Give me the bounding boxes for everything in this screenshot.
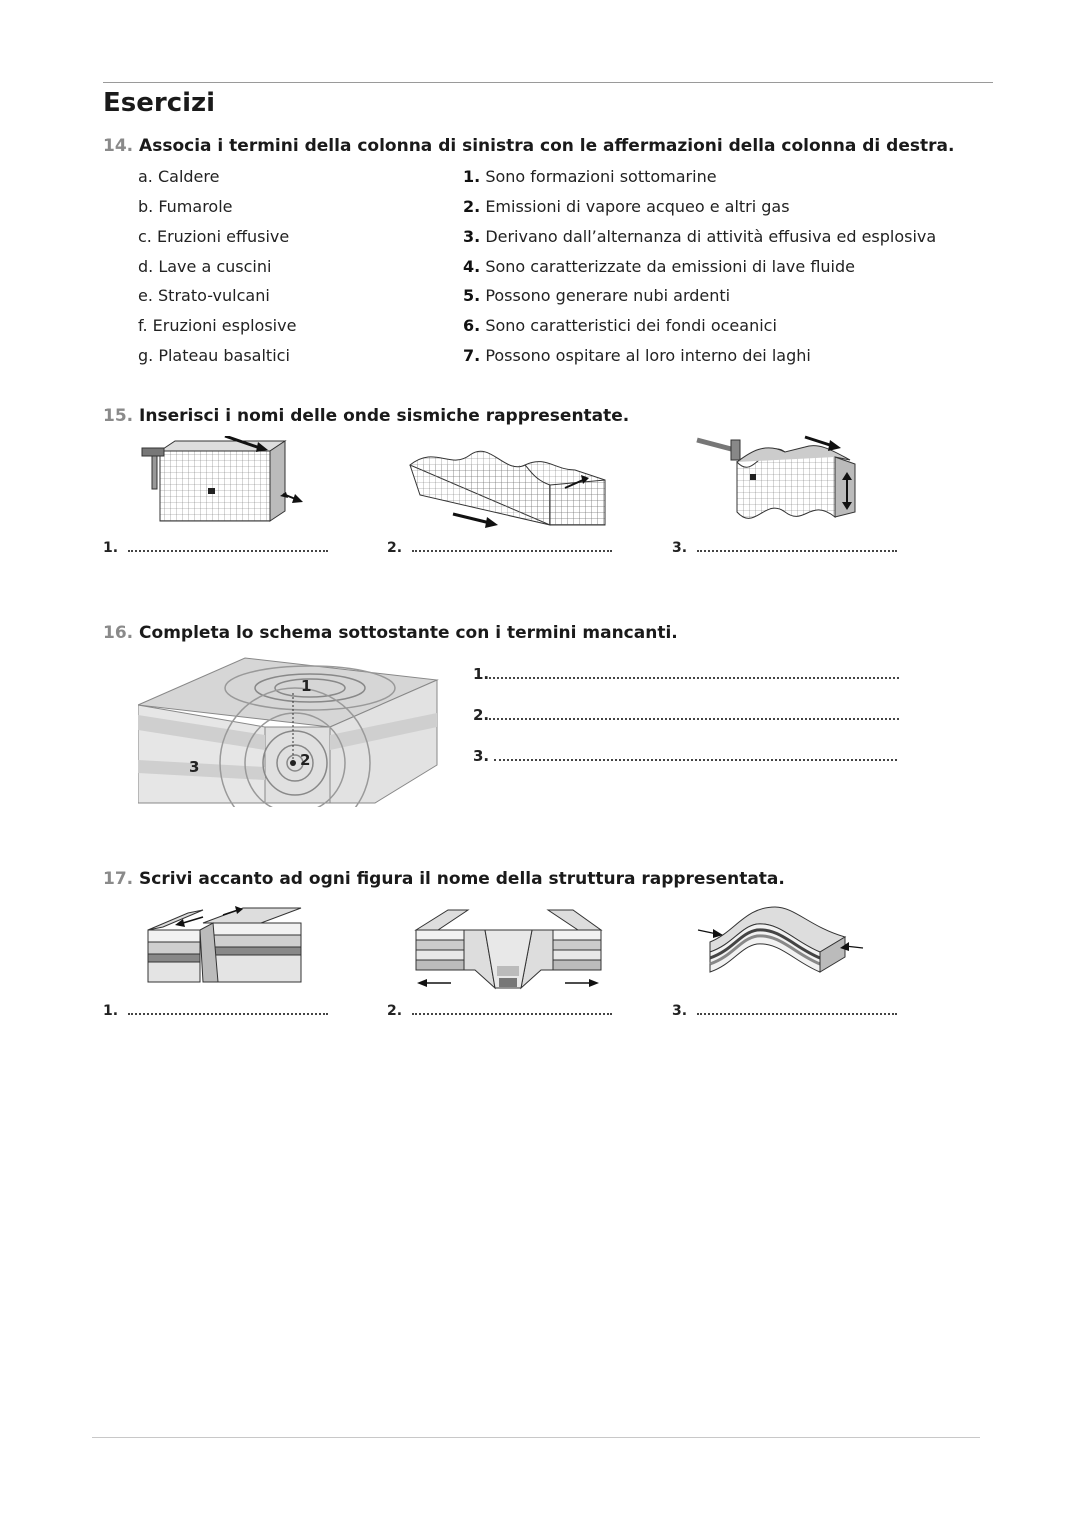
- surface-wave-figure: [405, 440, 615, 532]
- q16-answer-2[interactable]: [473, 706, 899, 724]
- blank-line: [697, 540, 897, 552]
- question-15-text: Inserisci i nomi delle onde sismiche rappresentate.: [139, 406, 630, 426]
- q15-blank-2[interactable]: [387, 540, 612, 556]
- blank-line: [128, 1003, 328, 1015]
- right-item-1: [463, 167, 717, 186]
- right-item-number: 6.: [463, 316, 481, 335]
- question-17-text: Scrivi accanto ad ogni figura il nome della struttura rappresentata.: [139, 869, 785, 889]
- question-16: [103, 623, 678, 643]
- left-item-b: b. Fumarole: [138, 197, 233, 216]
- fold-figure: [695, 902, 867, 987]
- question-15: [103, 406, 629, 426]
- figure-label-1: 1: [301, 677, 312, 695]
- fault-figure: [143, 905, 303, 987]
- question-14-number: 14.: [103, 136, 134, 156]
- q15-blank-1[interactable]: [103, 540, 328, 556]
- blank-number: 3.: [672, 540, 688, 556]
- blank-line: [128, 540, 328, 552]
- blank-line: [412, 540, 612, 552]
- left-item-f: f. Eruzioni esplosive: [138, 316, 297, 335]
- q17-blank-1[interactable]: [103, 1003, 328, 1019]
- answer-line: [489, 708, 899, 720]
- q16-answer-3[interactable]: [473, 747, 897, 765]
- right-item-text: Derivano dall’alternanza di attività effusiva ed esplosiva: [485, 227, 937, 246]
- right-item-text: Sono caratteristici dei fondi oceanici: [485, 316, 777, 335]
- question-15-number: 15.: [103, 406, 134, 426]
- left-item-g: g. Plateau basaltici: [138, 346, 290, 365]
- figure-label-3: 3: [189, 758, 200, 776]
- top-rule: [103, 82, 993, 83]
- right-item-text: Sono formazioni sottomarine: [485, 167, 717, 186]
- right-item-4: [463, 257, 855, 276]
- question-16-text: Completa lo schema sottostante con i termini mancanti.: [139, 623, 678, 643]
- blank-line: [412, 1003, 612, 1015]
- right-item-number: 7.: [463, 346, 481, 365]
- right-item-text: Emissioni di vapore acqueo e altri gas: [485, 197, 790, 216]
- blank-number: 1.: [103, 540, 119, 556]
- question-17-number: 17.: [103, 869, 134, 889]
- p-wave-figure: [140, 436, 315, 531]
- right-item-number: 2.: [463, 197, 481, 216]
- right-item-number: 3.: [463, 227, 481, 246]
- answer-number: 3.: [473, 747, 490, 765]
- answer-line: [489, 667, 899, 679]
- blank-number: 1.: [103, 1003, 119, 1019]
- question-16-number: 16.: [103, 623, 134, 643]
- figure-label-2: 2: [300, 751, 311, 769]
- right-item-7: [463, 346, 811, 365]
- q17-blank-2[interactable]: [387, 1003, 612, 1019]
- blank-number: 2.: [387, 1003, 403, 1019]
- left-item-c: c. Eruzioni effusive: [138, 227, 290, 246]
- s-wave-figure: [695, 432, 870, 532]
- question-14: [103, 136, 954, 156]
- answer-number: 1.: [473, 665, 490, 683]
- q17-blank-3[interactable]: [672, 1003, 897, 1019]
- right-item-5: [463, 286, 730, 305]
- left-item-e: e. Strato-vulcani: [138, 286, 270, 305]
- question-17: [103, 869, 785, 889]
- bottom-rule: [92, 1437, 980, 1438]
- graben-figure: [413, 908, 605, 990]
- right-item-2: [463, 197, 790, 216]
- left-item-a: a. Caldere: [138, 167, 220, 186]
- right-item-6: [463, 316, 777, 335]
- right-item-number: 4.: [463, 257, 481, 276]
- blank-number: 2.: [387, 540, 403, 556]
- right-item-text: Possono generare nubi ardenti: [485, 286, 731, 305]
- q15-blank-3[interactable]: [672, 540, 897, 556]
- right-item-text: Sono caratterizzate da emissioni di lave fluide: [485, 257, 855, 276]
- page-title: Esercizi: [103, 88, 216, 118]
- blank-line: [697, 1003, 897, 1015]
- q16-answer-1[interactable]: [473, 665, 899, 683]
- right-item-number: 5.: [463, 286, 481, 305]
- right-item-text: Possono ospitare al loro interno dei laghi: [485, 346, 811, 365]
- right-item-number: 1.: [463, 167, 481, 186]
- answer-line: [494, 749, 897, 761]
- left-item-d: d. Lave a cuscini: [138, 257, 272, 276]
- right-item-3: [463, 227, 936, 246]
- answer-number: 2.: [473, 706, 490, 724]
- earthquake-block-figure: [135, 655, 440, 807]
- question-14-text: Associa i termini della colonna di sinistra con le affermazioni della colonna di destra.: [139, 136, 955, 156]
- blank-number: 3.: [672, 1003, 688, 1019]
